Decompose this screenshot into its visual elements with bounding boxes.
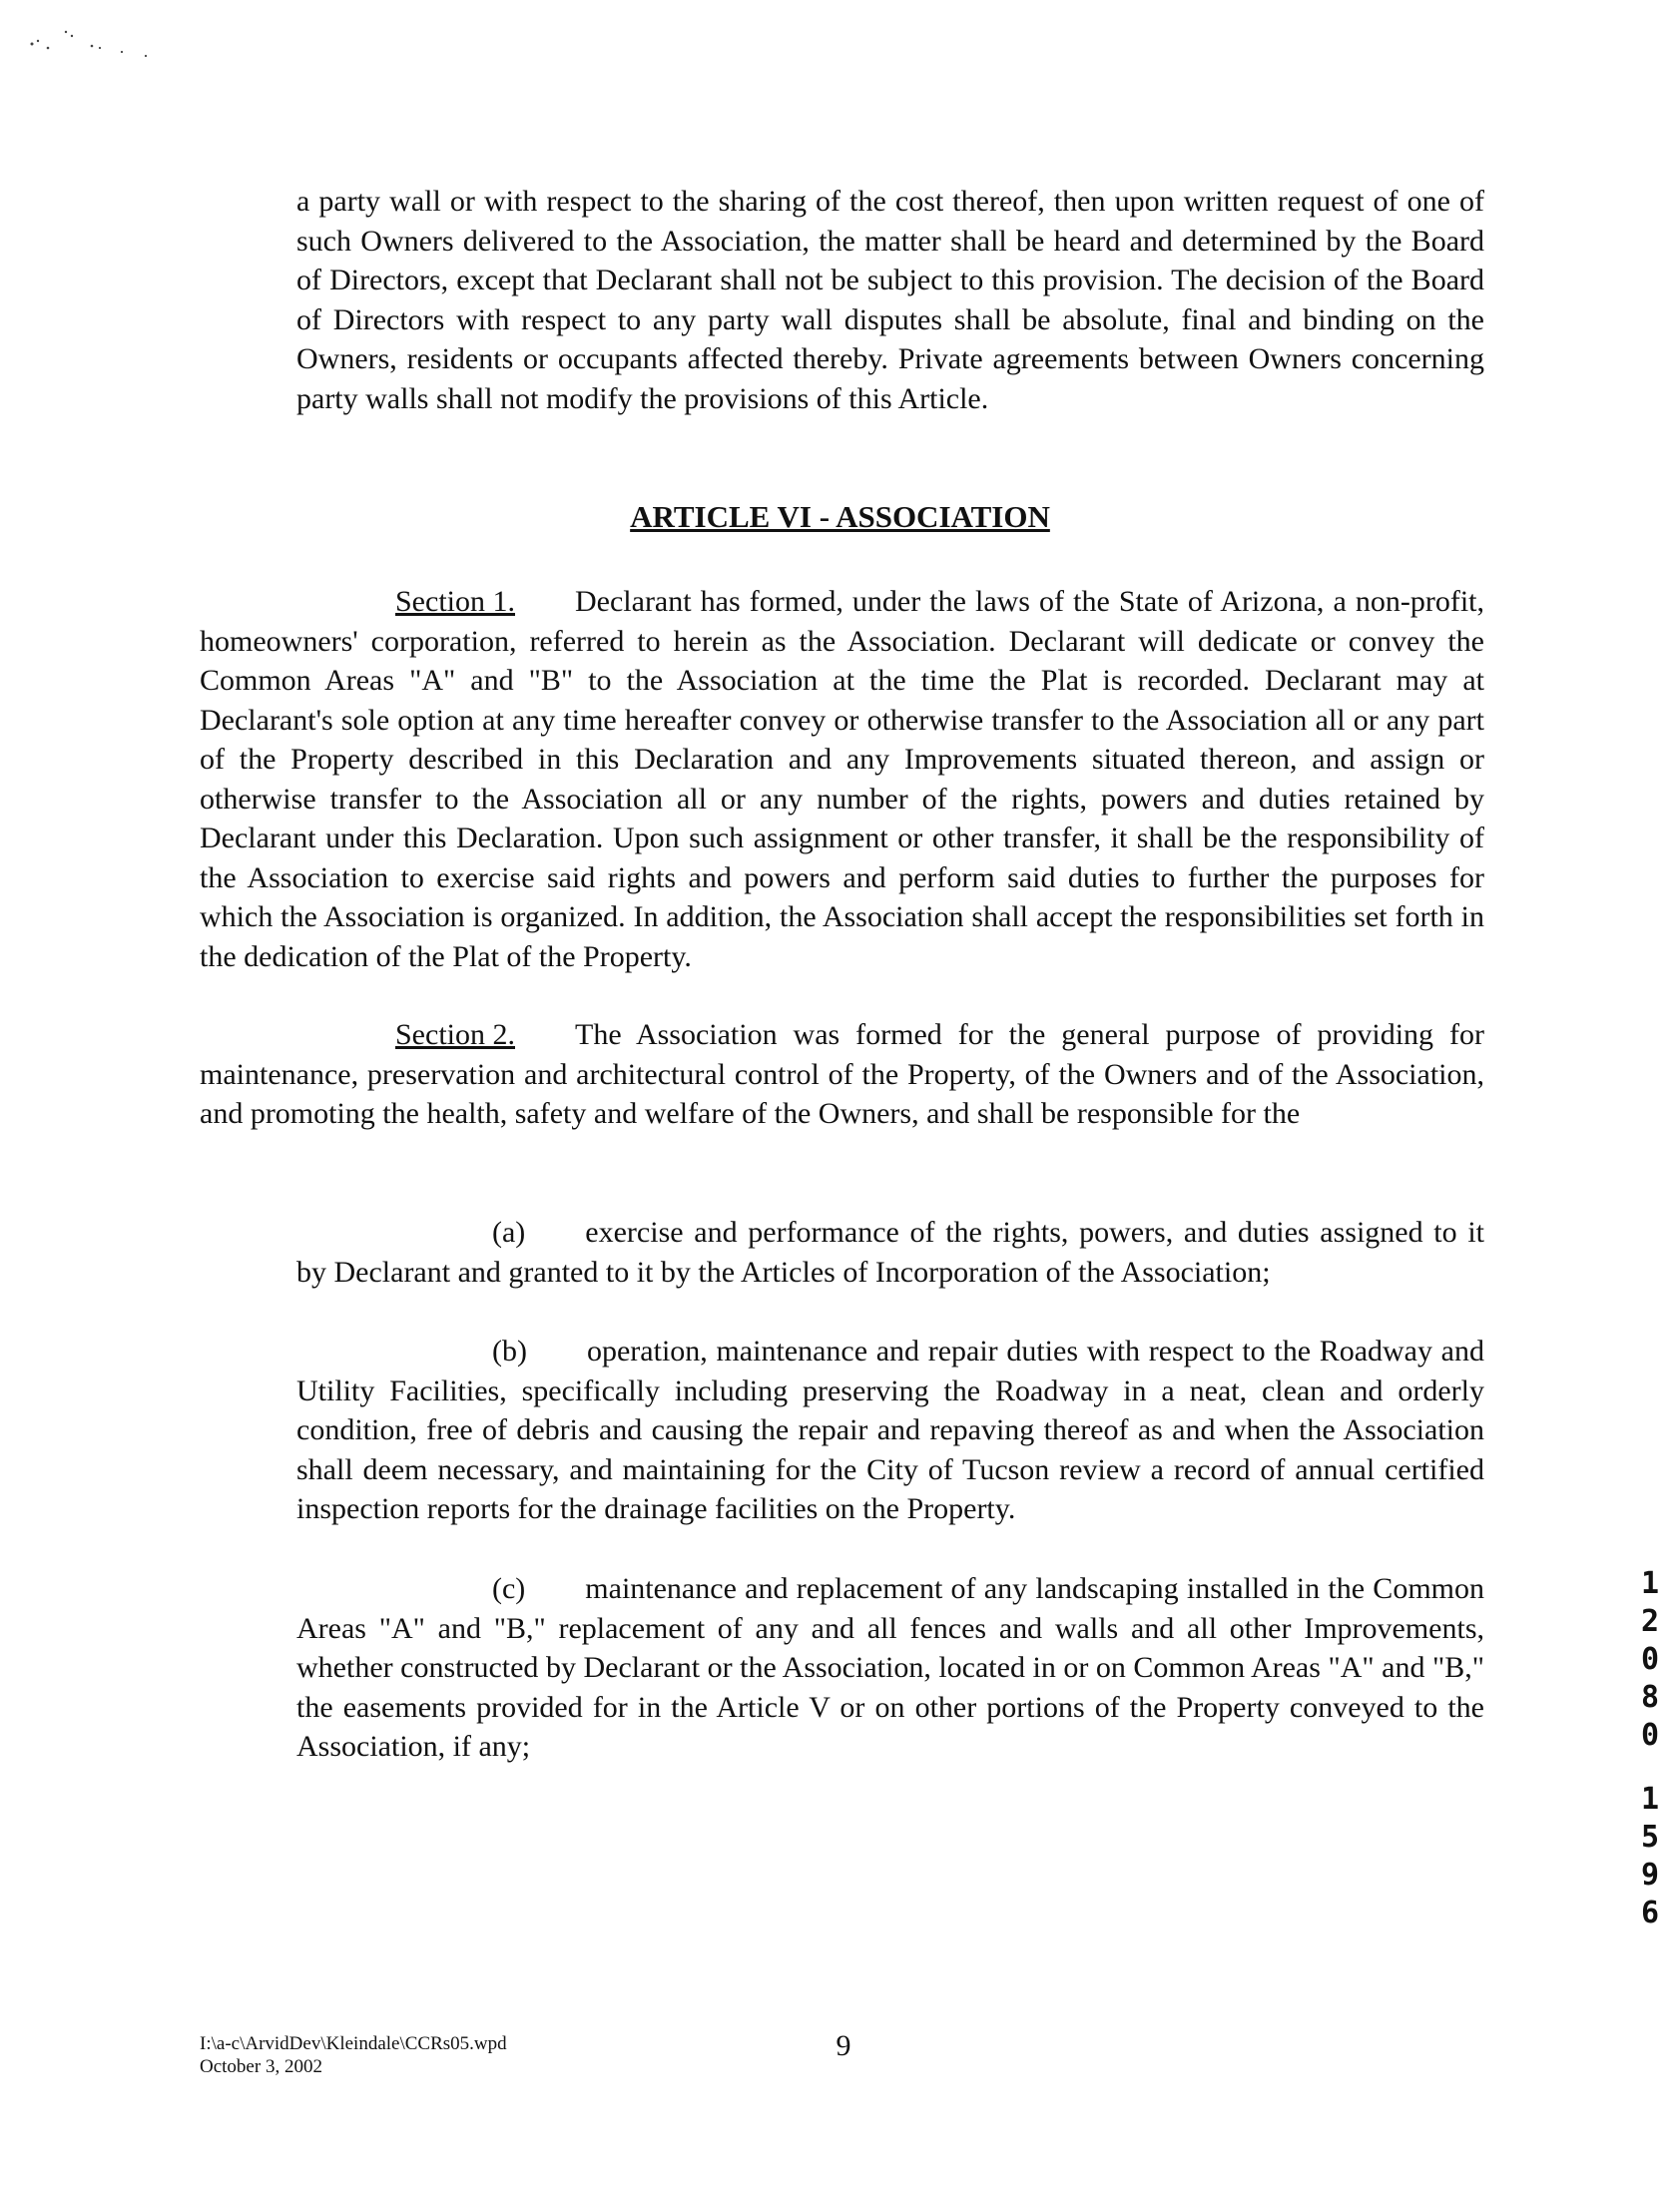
item-c-label: (c): [492, 1572, 526, 1605]
page-number: 9: [836, 2029, 851, 2062]
stamp-digit: 0: [1640, 1718, 1660, 1753]
stamp-digit: 1: [1640, 1782, 1660, 1817]
margin-stamp-group-1: [1632, 1565, 1668, 1755]
list-item-b: [296, 1332, 1484, 1529]
stamp-digit: 6: [1640, 1896, 1660, 1930]
stamp-digit: 8: [1640, 1680, 1660, 1715]
section-2-paragraph: [200, 1015, 1484, 1134]
continuation-paragraph: a party wall or with respect to the sharing of the cost thereof, then upon written request of one of such Owners delivered to the Association, the matter shall be heard and determined by the Board of Directors, except that Declarant shall not be subject to this provision. The decision of the Board of Directors with respect to any party wall disputes shall be absolute, final and binding on the Owners, residents or occupants affected thereby. Private agreements between Owners concerning party walls shall not modify the provisions of this Article.: [296, 185, 1484, 415]
item-c-text: maintenance and replacement of any landscaping installed in the Common Areas "A" and "B," replacement of any and all fences and walls and all other Improvements, whether constructed by Declarant or the Association, located in or on Common Areas "A" and "B," the easements provided for in the Article V or on other portions of the Property conveyed to the Association, if any;: [296, 1572, 1484, 1763]
item-b-label: (b): [492, 1335, 527, 1368]
section-2-text: The Association was formed for the general purpose of providing for maintenance, preservation and architectural control of the Property, of the Owners and of the Association, and promoting the health, safety and welfare of the Owners, and shall be responsible for the: [200, 1018, 1484, 1130]
section-2-label: Section 2.: [395, 1018, 515, 1051]
item-b-text: operation, maintenance and repair duties with respect to the Roadway and Utility Facilities, specifically including preserving the Roadway in a neat, clean and orderly condition, free of debris and causing the repair and repaving thereof as and when the Association shall deem necessary, and maintaining for the City of Tucson review a record of annual certified inspection reports for the drainage facilities on the Property.: [296, 1335, 1484, 1525]
stamp-digit: 9: [1640, 1858, 1660, 1893]
list-item-c: [296, 1569, 1484, 1767]
section-1-label: Section 1.: [395, 585, 515, 618]
footer-file-info: [200, 2032, 507, 2078]
item-a-text: exercise and performance of the rights, powers, and duties assigned to it by Declarant and granted to it by the Articles of Incorporation of the Association;: [296, 1216, 1484, 1289]
stamp-digit: 2: [1640, 1604, 1660, 1639]
section-1-paragraph: [200, 582, 1484, 976]
section-1-text: Declarant has formed, under the laws of the State of Arizona, a non-profit, homeowners' corporation, referred to herein as the Association. Declarant will dedicate or convey the Common Areas "A" and "B" to the Association at the time the Plat is recorded. Declarant may at Declarant's sole option at any time hereafter convey or otherwise transfer to the Association all or any part of the Property described in this Declaration and any Improvements situated thereon, and assign or otherwise transfer to the Association all or any number of the rights, powers and duties retained by Declarant under this Declaration. Upon such assignment or other transfer, it shall be the responsibility of the Association to exercise said rights and powers and perform said duties to further the purposes for which the Association is organized. In addition, the Association shall accept the responsibilities set forth in the dedication of the Plat of the Property.: [200, 585, 1484, 973]
footer-file-path: I:\a-c\ArvidDev\Kleindale\CCRs05.wpd: [200, 2033, 507, 2054]
article-heading: ARTICLE VI - ASSOCIATION: [630, 499, 1050, 534]
item-a-label: (a): [492, 1216, 526, 1249]
scan-specks: [30, 30, 150, 80]
margin-stamp-group-2: [1632, 1781, 1668, 1932]
stamp-digit: 5: [1640, 1820, 1660, 1855]
stamp-digit: 1: [1640, 1566, 1660, 1601]
list-item-a: [296, 1213, 1484, 1292]
stamp-digit: 0: [1640, 1642, 1660, 1677]
footer-date: October 3, 2002: [200, 2056, 322, 2077]
